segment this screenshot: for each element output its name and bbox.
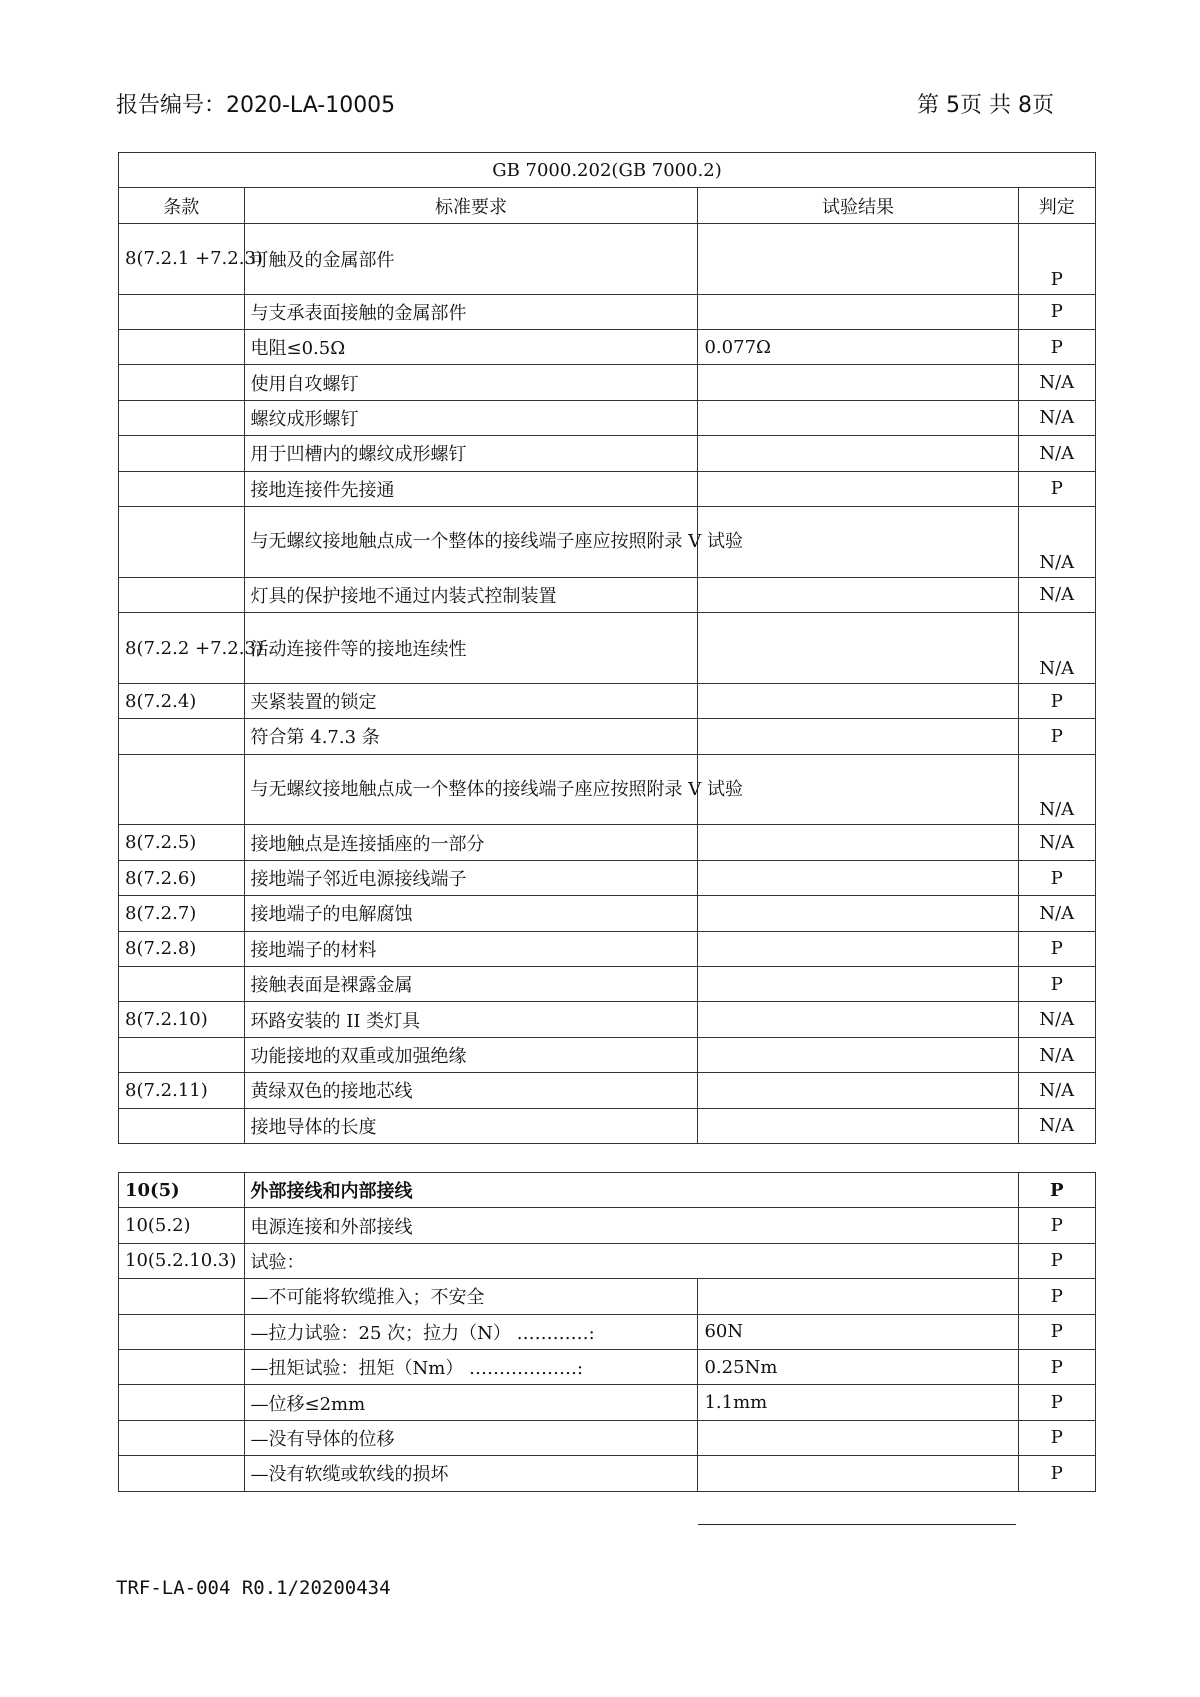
result-cell [698, 1073, 1018, 1108]
table-row [119, 1208, 1096, 1243]
table-row [119, 1385, 1096, 1420]
requirement-cell: 使用自攻螺钉 [244, 365, 698, 400]
clause-cell [119, 506, 245, 577]
clause-cell [119, 1385, 245, 1420]
verdict-cell: P [1018, 1243, 1095, 1278]
table-row [119, 506, 1096, 577]
requirement-cell: —拉力试验：25 次；拉力（N） …………: [244, 1314, 698, 1349]
result-cell: 1.1mm [698, 1385, 1018, 1420]
column-header-result: 试验结果 [698, 188, 1018, 223]
table-title: GB 7000.202(GB 7000.2) [119, 153, 1096, 188]
signature-line [698, 1524, 1016, 1525]
result-cell [698, 506, 1018, 577]
result-cell [698, 613, 1018, 684]
table-row [119, 1108, 1096, 1143]
verdict-cell: N/A [1018, 1002, 1095, 1037]
table-row [119, 1420, 1096, 1455]
table-row [119, 754, 1096, 825]
clause-cell: 8(7.2.10) [119, 1002, 245, 1037]
result-cell [698, 719, 1018, 754]
clause-cell: 8(7.2.4) [119, 683, 245, 718]
table-row [119, 400, 1096, 435]
requirement-cell: —扭矩试验：扭矩（Nm） ………………: [244, 1349, 698, 1384]
result-cell [698, 577, 1018, 612]
verdict-cell: P [1018, 1420, 1095, 1455]
requirement-cell: 接地端子的电解腐蚀 [244, 896, 698, 931]
verdict-cell: P [1018, 967, 1095, 1002]
table-row [119, 1349, 1096, 1384]
verdict-cell: P [1018, 683, 1095, 718]
table-row [119, 1279, 1096, 1314]
requirement-cell: 环路安装的 II 类灯具 [244, 1002, 698, 1037]
result-cell [698, 860, 1018, 895]
result-cell [698, 1002, 1018, 1037]
result-cell: 0.25Nm [698, 1349, 1018, 1384]
requirement-cell: 灯具的保护接地不通过内装式控制装置 [244, 577, 698, 612]
verdict-cell: P [1018, 1314, 1095, 1349]
result-cell [698, 436, 1018, 471]
requirement-cell: —没有软缆或软线的损坏 [244, 1456, 698, 1491]
verdict-cell: N/A [1018, 1108, 1095, 1143]
clause-cell [119, 400, 245, 435]
verdict-cell: N/A [1018, 825, 1095, 860]
clause-cell [119, 719, 245, 754]
verdict-cell: N/A [1018, 365, 1095, 400]
table-row [119, 825, 1096, 860]
result-cell [698, 754, 1018, 825]
verdict-cell: N/A [1018, 436, 1095, 471]
table-row [119, 683, 1096, 718]
clause-cell [119, 329, 245, 364]
table-title-row [119, 153, 1096, 188]
verdict-cell: P [1018, 1349, 1095, 1384]
clause-cell [119, 1108, 245, 1143]
clause-cell [119, 471, 245, 506]
requirement-cell: —位移≤2mm [244, 1385, 698, 1420]
result-cell [698, 365, 1018, 400]
requirement-cell: 与支承表面接触的金属部件 [244, 294, 698, 329]
requirement-cell: 功能接地的双重或加强绝缘 [244, 1037, 698, 1072]
requirement-cell: 接地端子的材料 [244, 931, 698, 966]
wiring-table [118, 1172, 1096, 1492]
requirement-cell: 试验： [244, 1243, 1018, 1278]
requirement-cell: 接地连接件先接通 [244, 471, 698, 506]
result-cell [698, 1108, 1018, 1143]
table-row [119, 1073, 1096, 1108]
report-number: 报告编号：2020-LA-10005 [116, 93, 396, 118]
table-row [119, 365, 1096, 400]
result-cell [698, 400, 1018, 435]
requirement-cell: —不可能将软缆推入；不安全 [244, 1279, 698, 1314]
requirement-cell: 接触表面是裸露金属 [244, 967, 698, 1002]
verdict-cell: P [1018, 1279, 1095, 1314]
result-cell [698, 223, 1018, 294]
clause-cell [119, 967, 245, 1002]
clause-cell [119, 1456, 245, 1491]
column-header-clause: 条款 [119, 188, 245, 223]
requirement-cell: 接地触点是连接插座的一部分 [244, 825, 698, 860]
table-row [119, 1314, 1096, 1349]
result-cell [698, 294, 1018, 329]
table-row [119, 1456, 1096, 1491]
clause-cell: 8(7.2.5) [119, 825, 245, 860]
clause-cell: 10(5.2) [119, 1208, 245, 1243]
result-cell [698, 896, 1018, 931]
verdict-cell: N/A [1018, 613, 1095, 684]
result-cell [698, 1456, 1018, 1491]
verdict-cell: P [1018, 860, 1095, 895]
clause-cell [119, 294, 245, 329]
table-row [119, 613, 1096, 684]
table-row [119, 223, 1096, 294]
requirement-cell: 用于凹槽内的螺纹成形螺钉 [244, 436, 698, 471]
verdict-cell: P [1018, 471, 1095, 506]
requirement-cell: 电阻≤0.5Ω [244, 329, 698, 364]
table-row [119, 719, 1096, 754]
requirement-cell: 与无螺纹接地触点成一个整体的接线端子座应按照附录 V 试验 [244, 754, 698, 825]
clause-cell [119, 577, 245, 612]
result-cell [698, 967, 1018, 1002]
column-header-verdict: 判定 [1018, 188, 1095, 223]
result-cell [698, 1279, 1018, 1314]
clause-cell [119, 1279, 245, 1314]
table-row [119, 860, 1096, 895]
table-row [119, 1173, 1096, 1208]
verdict-cell: P [1018, 329, 1095, 364]
table-row [119, 896, 1096, 931]
verdict-cell: P [1018, 931, 1095, 966]
verdict-cell: N/A [1018, 1037, 1095, 1072]
result-cell: 60N [698, 1314, 1018, 1349]
verdict-cell: P [1018, 1456, 1095, 1491]
table-row [119, 967, 1096, 1002]
requirement-cell: 接地导体的长度 [244, 1108, 698, 1143]
clause-cell: 8(7.2.2 +7.2.3) [119, 613, 245, 684]
verdict-cell: N/A [1018, 577, 1095, 612]
requirement-cell: 可触及的金属部件 [244, 223, 698, 294]
requirement-cell: 黄绿双色的接地芯线 [244, 1073, 698, 1108]
verdict-cell: P [1018, 1385, 1095, 1420]
table-row [119, 436, 1096, 471]
verdict-cell: N/A [1018, 506, 1095, 577]
clause-cell [119, 754, 245, 825]
verdict-cell: N/A [1018, 896, 1095, 931]
clause-cell [119, 1349, 245, 1384]
table-row [119, 294, 1096, 329]
requirement-cell: 螺纹成形螺钉 [244, 400, 698, 435]
verdict-cell: N/A [1018, 754, 1095, 825]
verdict-cell: P [1018, 223, 1095, 294]
clause-cell: 8(7.2.6) [119, 860, 245, 895]
result-cell [698, 683, 1018, 718]
result-cell: 0.077Ω [698, 329, 1018, 364]
requirement-cell: 接地端子邻近电源接线端子 [244, 860, 698, 895]
result-cell [698, 931, 1018, 966]
clause-cell: 8(7.2.8) [119, 931, 245, 966]
clause-cell: 8(7.2.11) [119, 1073, 245, 1108]
clause-cell: 8(7.2.1 +7.2.3) [119, 223, 245, 294]
table-row [119, 577, 1096, 612]
table-row [119, 1037, 1096, 1072]
result-cell [698, 825, 1018, 860]
verdict-cell: P [1018, 294, 1095, 329]
column-header-requirement: 标准要求 [244, 188, 698, 223]
requirement-cell: 外部接线和内部接线 [244, 1173, 1018, 1208]
table-row [119, 931, 1096, 966]
clause-cell: 10(5) [119, 1173, 245, 1208]
requirement-cell: —没有导体的位移 [244, 1420, 698, 1455]
verdict-cell: N/A [1018, 400, 1095, 435]
clause-cell: 8(7.2.7) [119, 896, 245, 931]
clause-cell [119, 365, 245, 400]
result-cell [698, 1420, 1018, 1455]
page-indicator: 第 5页 共 8页 [917, 93, 1054, 118]
table-row [119, 471, 1096, 506]
verdict-cell: N/A [1018, 1073, 1095, 1108]
result-cell [698, 1037, 1018, 1072]
form-code: TRF-LA-004 R0.1/20200434 [116, 1577, 391, 1599]
clause-cell [119, 1314, 245, 1349]
requirement-cell: 活动连接件等的接地连续性 [244, 613, 698, 684]
clause-cell [119, 1037, 245, 1072]
verdict-cell: P [1018, 1173, 1095, 1208]
table-row [119, 1243, 1096, 1278]
requirement-cell: 电源连接和外部接线 [244, 1208, 1018, 1243]
earthing-table [118, 152, 1096, 1144]
clause-cell: 10(5.2.10.3) [119, 1243, 245, 1278]
requirement-cell: 与无螺纹接地触点成一个整体的接线端子座应按照附录 V 试验 [244, 506, 698, 577]
table-header-row [119, 188, 1096, 223]
result-cell [698, 471, 1018, 506]
verdict-cell: P [1018, 719, 1095, 754]
clause-cell [119, 436, 245, 471]
table-row [119, 329, 1096, 364]
verdict-cell: P [1018, 1208, 1095, 1243]
clause-cell [119, 1420, 245, 1455]
table-row [119, 1002, 1096, 1037]
requirement-cell: 夹紧装置的锁定 [244, 683, 698, 718]
requirement-cell: 符合第 4.7.3 条 [244, 719, 698, 754]
